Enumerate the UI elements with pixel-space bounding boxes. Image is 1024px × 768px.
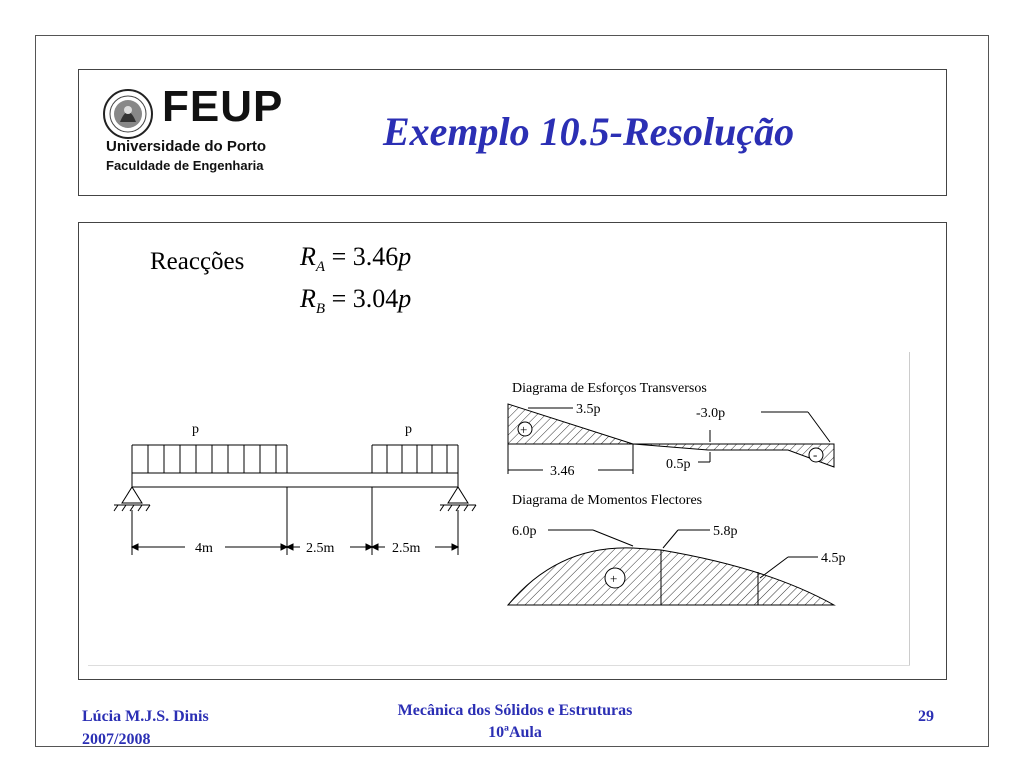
footer-lesson: 10ªAula [488,724,542,741]
shear-distance-3-46: 3.46 [550,464,575,479]
eq-b-sub: B [315,301,326,318]
footer-year: 2007/2008 [82,731,151,748]
dim-2-5m-b: 2.5m [392,541,421,556]
equation-ra [300,242,411,276]
university-seal-icon [102,88,154,140]
footer-author: Lúcia M.J.S. Dinis [82,708,209,725]
eq-a-sub: A [315,259,326,276]
shear-positive-sign: + [520,422,528,437]
logo-university: Universidade do Porto [106,138,267,155]
footer-course-block [360,700,670,744]
moment-value-4-5p: 4.5p [821,551,846,566]
eq-a-var: p [398,242,412,271]
shear-diagram-title: Diagrama de Esforços Transversos [512,381,707,396]
support-a [114,487,150,511]
moment-diagram [508,530,834,605]
support-b [440,487,476,511]
distributed-load-left [132,445,287,473]
equation-rb [300,284,411,318]
eq-b-var: p [398,284,412,313]
slide-title: Exemplo 10.5-Resolução [383,109,795,154]
internal-force-diagrams [498,360,910,660]
logo-wordmark: FEUP [162,82,284,131]
eq-b-symbol: R [300,284,316,313]
shear-value-3-5p: 3.5p [576,402,601,417]
footer-page-number: 29 [918,708,934,725]
shear-value-0-5p: 0.5p [666,457,691,472]
load-left-label: p [192,422,199,437]
reactions-label: Reacções [150,248,245,275]
figure-edge-vertical [909,352,910,665]
distributed-load-right [372,445,458,473]
moment-positive-sign: + [610,571,618,586]
shear-negative-sign: - [813,447,818,462]
load-right-label: p [405,422,412,437]
dim-4m: 4m [195,541,213,556]
shear-value-minus-3-0p: -3.0p [696,406,726,421]
eq-a-symbol: R [300,242,316,271]
eq-b-rhs: = 3.04 [325,284,399,313]
dim-2-5m-a: 2.5m [306,541,335,556]
beam-diagram [100,405,480,575]
moment-diagram-title: Diagrama de Momentos Flectores [512,493,703,508]
footer-course: Mecânica dos Sólidos e Estruturas [397,702,633,719]
moment-value-5-8p: 5.8p [713,524,738,539]
figure-edge-horizontal [88,665,910,666]
logo-faculty: Faculdade de Engenharia [106,158,264,173]
beam [132,473,458,487]
moment-value-6-0p: 6.0p [512,524,537,539]
feup-logo [102,82,302,178]
eq-a-rhs: = 3.46 [325,242,399,271]
